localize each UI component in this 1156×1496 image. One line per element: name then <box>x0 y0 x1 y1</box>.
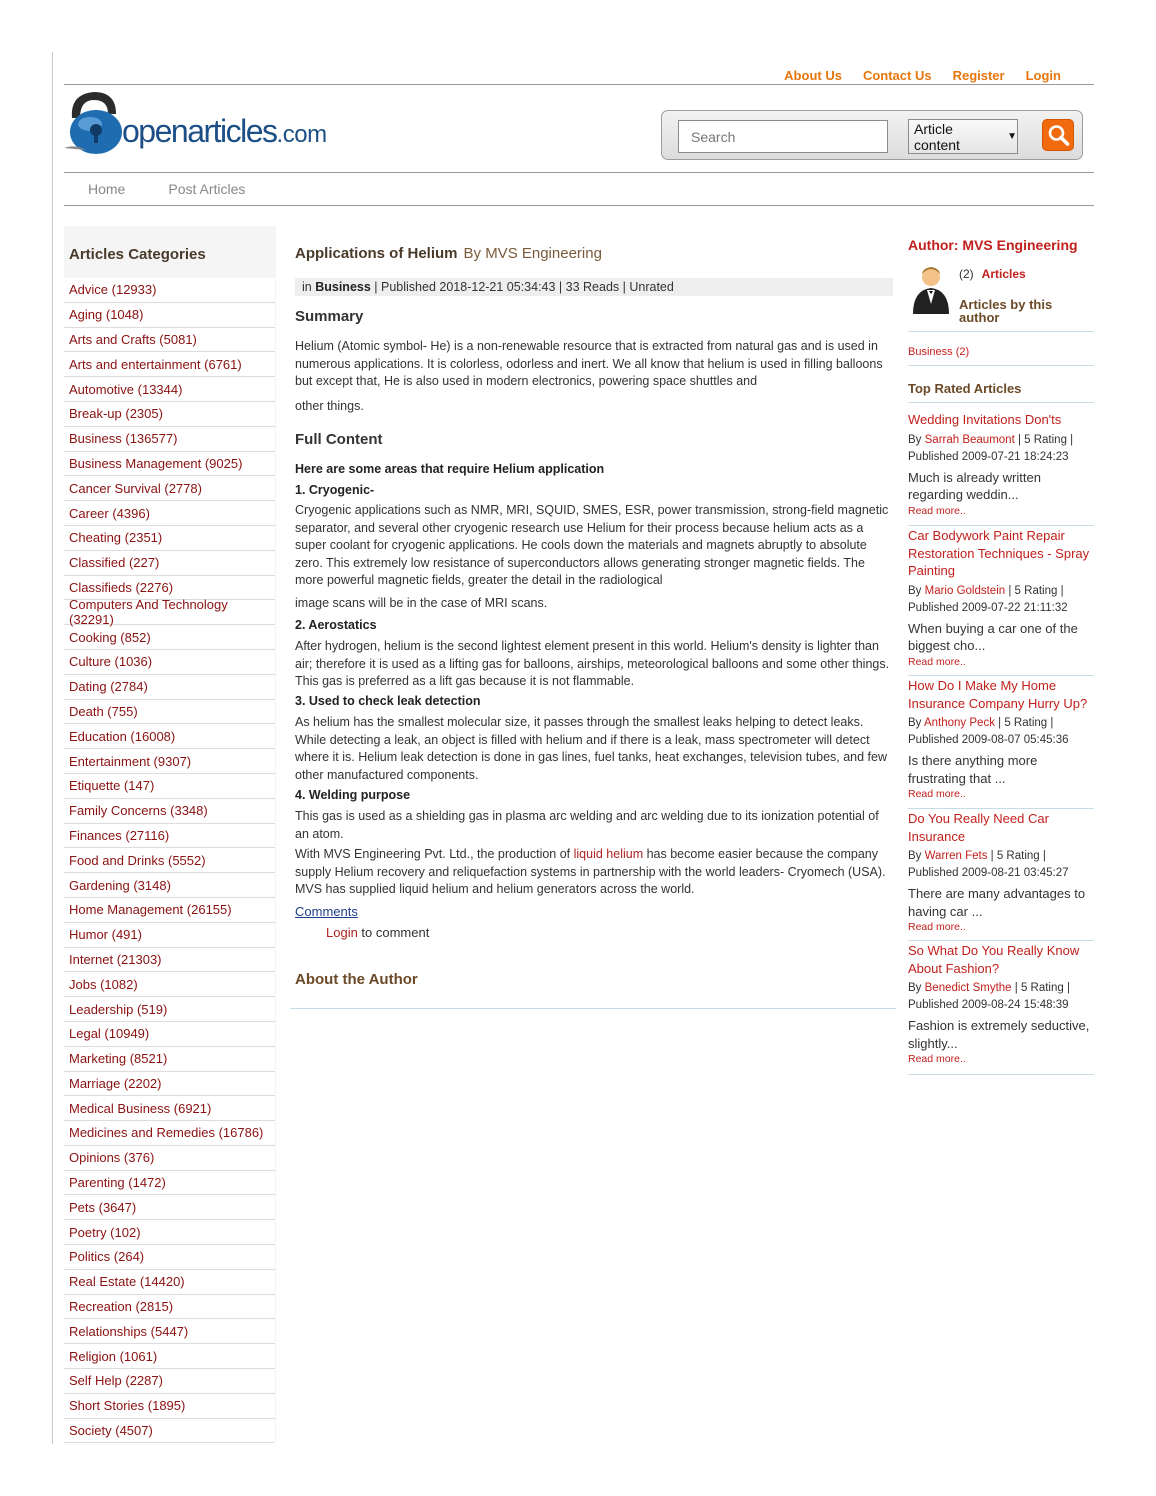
register-link[interactable]: Register <box>952 68 1005 83</box>
read-more-link[interactable]: Read more.. <box>908 788 966 800</box>
section-4-text: This gas is used as a shielding gas in plasma arc welding and arc welding due to its ionization potential of an atom. <box>295 809 879 841</box>
logo-suffix: .com <box>276 121 327 148</box>
right-divider <box>908 808 1094 809</box>
category-link[interactable]: Break-up (2305) <box>69 406 163 422</box>
top-rated-by: By <box>908 584 922 597</box>
content-intro: Here are some areas that require Helium application <box>295 462 605 476</box>
article-title: Applications of Helium <box>295 245 458 262</box>
category-item[interactable] <box>64 452 275 477</box>
category-item[interactable] <box>64 1394 275 1419</box>
meta-category[interactable]: Business <box>315 280 371 294</box>
category-link[interactable]: Computers And Technology (32291) <box>69 597 228 628</box>
category-link[interactable]: Gardening (3148) <box>69 877 171 893</box>
logo-wordmark <box>122 113 327 150</box>
category-item[interactable] <box>64 1195 275 1220</box>
read-more-link[interactable]: Read more.. <box>908 655 966 668</box>
category-item[interactable] <box>64 1419 275 1444</box>
top-rated-details: | 5 Rating | Published 2009-08-07 05:45:36 <box>908 717 1069 746</box>
main-bottom-divider <box>290 1008 896 1009</box>
top-rated-author-link[interactable]: Benedict Smythe <box>924 982 1012 994</box>
article-title-line <box>295 245 602 262</box>
category-item[interactable] <box>64 551 275 576</box>
right-divider <box>908 675 1094 676</box>
category-item[interactable] <box>64 352 275 377</box>
top-rated-author-link[interactable]: Anthony Peck <box>923 717 995 729</box>
top-rated-by: By <box>908 982 922 994</box>
read-more-link[interactable]: Read more.. <box>908 504 966 517</box>
top-rated-meta <box>908 583 1094 617</box>
logo-main-text: openarticles <box>122 113 277 149</box>
nav-bottom-divider <box>64 205 1094 206</box>
right-divider <box>908 331 1094 332</box>
category-link[interactable]: Medical Business (6921) <box>69 1100 212 1116</box>
top-rated-details: | 5 Rating | Published 2009-08-24 15:48:39 <box>908 982 1070 1011</box>
top-rated-title[interactable]: Do You Really Need Car Insurance <box>908 811 1049 844</box>
right-divider <box>908 940 1094 941</box>
section-4-heading: 4. Welding purpose <box>295 788 411 802</box>
category-item[interactable] <box>64 873 275 898</box>
top-rated-meta <box>908 432 1094 466</box>
category-link[interactable]: Business Management (9025) <box>69 455 243 471</box>
category-link[interactable]: Aging (1048) <box>69 307 144 323</box>
category-link[interactable]: Short Stories (1895) <box>69 1398 186 1414</box>
category-link[interactable]: Business (136577) <box>69 431 178 447</box>
nav-top-divider <box>64 172 1094 173</box>
section-3-text: As helium has the smallest molecular size, it passes through the smallest leaks helping to detect leaks. While detecting a leak, an object is filled with helium and if there is a leak, mass spectrometer will detect where it is. Helium leak detection is done in gas lines, fuel tanks, heat exchanges, television tubes, and few other manufactured components. <box>295 715 888 782</box>
category-link[interactable]: Classified (227) <box>69 555 160 571</box>
top-rated-details: | 5 Rating | Published 2009-07-21 18:24:23 <box>908 433 1074 463</box>
category-item[interactable] <box>64 1047 275 1072</box>
category-item[interactable] <box>64 278 275 303</box>
category-link[interactable]: Dating (2784) <box>69 679 148 695</box>
category-item[interactable] <box>64 1171 275 1196</box>
category-link[interactable]: Religion (1061) <box>69 1348 158 1364</box>
meta-details: | Published 2018-12-21 05:34:43 | 33 Reads | Unrated <box>374 280 674 294</box>
about-us-link[interactable]: About Us <box>784 68 842 83</box>
category-item[interactable] <box>64 476 275 501</box>
category-item[interactable] <box>64 1220 275 1245</box>
contact-us-link[interactable]: Contact Us <box>862 68 932 83</box>
top-rated-item <box>908 527 1094 668</box>
dropdown-caret-icon: ▼ <box>1007 131 1017 142</box>
section-1-heading: 1. Cryogenic- <box>295 483 375 497</box>
author-avatar-icon <box>911 264 951 316</box>
article-meta <box>295 278 893 296</box>
top-rated-author-link[interactable]: Sarrah Beaumont <box>924 433 1015 446</box>
login-suffix: to comment <box>357 925 430 940</box>
category-link[interactable]: Education (16008) <box>69 728 176 744</box>
articles-by-author-link[interactable]: Articles by this author <box>959 297 1053 325</box>
site-logo[interactable] <box>64 88 364 158</box>
top-rated-excerpt: Is there anything more frustrating that ... <box>908 753 1038 786</box>
top-rated-title[interactable]: So What Do You Really Know About Fashion? <box>908 943 1080 976</box>
category-item[interactable] <box>64 1344 275 1369</box>
author-articles-link[interactable]: Articles <box>981 267 1026 281</box>
read-more-link[interactable]: Read more.. <box>908 921 966 933</box>
category-link[interactable]: Marketing (8521) <box>69 1051 168 1067</box>
top-rated-item <box>908 810 1094 933</box>
category-link[interactable]: Politics (264) <box>69 1249 145 1265</box>
top-rated-excerpt: Fashion is extremely seductive, slightly... <box>908 1018 1090 1051</box>
top-rated-by: By <box>908 850 922 862</box>
category-item[interactable] <box>64 501 275 526</box>
category-item[interactable] <box>64 526 275 551</box>
top-rated-by: By <box>908 433 922 446</box>
category-link[interactable]: Arts and entertainment (6761) <box>69 356 242 372</box>
category-item[interactable] <box>64 377 275 402</box>
meta-in: in <box>302 280 312 294</box>
category-item[interactable] <box>64 1270 275 1295</box>
full-content-heading: Full Content <box>295 431 383 448</box>
top-links <box>784 68 1061 83</box>
category-link[interactable]: Jobs (1082) <box>69 976 138 992</box>
category-link[interactable]: Automotive (13344) <box>69 381 183 397</box>
category-link[interactable]: Career (4396) <box>69 505 150 521</box>
closing-paragraph <box>295 846 891 899</box>
top-rated-title[interactable]: Car Bodywork Paint Repair Restoration Techniques - Spray Painting <box>908 528 1090 578</box>
top-rated-meta <box>908 715 1094 749</box>
category-link[interactable]: Parenting (1472) <box>69 1175 166 1191</box>
search-scope-value: Article content <box>914 120 960 153</box>
summary-heading: Summary <box>295 308 364 325</box>
category-item[interactable] <box>64 328 275 353</box>
category-item[interactable] <box>64 427 275 452</box>
category-link[interactable]: Self Help (2287) <box>69 1373 163 1389</box>
categories-sidebar <box>64 226 276 1442</box>
category-link[interactable]: Legal (10949) <box>69 1026 150 1042</box>
search-scope-select[interactable] <box>908 119 1018 154</box>
comments-link[interactable]: Comments <box>295 904 358 919</box>
category-item[interactable] <box>64 675 275 700</box>
author-heading: Author: MVS Engineering <box>908 237 1078 253</box>
category-link[interactable]: Etiquette (147) <box>69 778 155 794</box>
search-bar <box>661 110 1083 160</box>
category-link[interactable]: Food and Drinks (5552) <box>69 852 206 868</box>
right-divider <box>908 1074 1094 1075</box>
section-2-text: After hydrogen, helium is the second lightest element present in this world. Helium's density is lighter than air; therefore it is used as a lifting gas for balloons, airships, meteorological balloons and some other things. This gas is preferred as a lift gas because it is not flammable. <box>295 639 890 688</box>
category-item[interactable] <box>64 774 275 799</box>
top-rated-by: By <box>908 717 922 729</box>
right-divider <box>908 525 1094 526</box>
category-item[interactable] <box>64 948 275 973</box>
category-item[interactable] <box>64 1245 275 1270</box>
top-rated-title[interactable]: How Do I Make My Home Insurance Company Hurry Up? <box>908 678 1088 711</box>
category-link[interactable]: Marriage (2202) <box>69 1075 162 1091</box>
category-item[interactable] <box>64 1072 275 1097</box>
top-rated-details: | 5 Rating | Published 2009-07-22 21:11:32 <box>908 584 1068 614</box>
category-link[interactable]: Classifieds (2276) <box>69 579 174 595</box>
closing-text-start: With MVS Engineering Pvt. Ltd., the production of <box>295 847 574 861</box>
summary-text: Helium (Atomic symbol- He) is a non-renewable resource that is extracted from natural gas and is used in numerous applications. It is colorless, odorless and inert. We all know that helium is used in filling balloons but except that, He is also used in modern electronics, powering space shuttles and <box>295 339 883 388</box>
category-item[interactable] <box>64 402 275 427</box>
section-1-text-continued: image scans will be in the case of MRI scans. <box>295 596 548 610</box>
section-2-heading: 2. Aerostatics <box>295 618 377 632</box>
top-rated-excerpt: When buying a car one of the biggest cho... <box>908 620 1078 653</box>
category-link[interactable]: Home Management (26155) <box>69 902 232 918</box>
login-to-comment <box>326 925 429 940</box>
category-link[interactable]: Opinions (376) <box>69 1150 155 1166</box>
page-left-rule <box>52 52 53 1444</box>
search-icon <box>1043 120 1075 152</box>
top-rated-excerpt: There are many advantages to having car ... <box>908 886 1086 919</box>
summary-text-continued: other things. <box>295 399 364 413</box>
top-rated-title[interactable]: Wedding Invitations Don'ts <box>908 412 1062 427</box>
top-rated-meta <box>908 848 1094 882</box>
category-item[interactable] <box>64 700 275 725</box>
top-rated-author-link[interactable]: Mario Goldstein <box>924 584 1006 597</box>
category-list <box>64 278 276 1443</box>
search-input[interactable] <box>678 120 888 153</box>
category-link[interactable]: Culture (1036) <box>69 654 153 670</box>
header-divider <box>64 84 1094 85</box>
category-link[interactable]: Cancer Survival (2778) <box>69 480 202 496</box>
category-link[interactable]: Arts and Crafts (5081) <box>69 331 197 347</box>
category-item[interactable] <box>64 1295 275 1320</box>
category-item[interactable] <box>64 303 275 328</box>
category-item[interactable] <box>64 1096 275 1121</box>
category-item[interactable] <box>64 1319 275 1344</box>
category-item[interactable] <box>64 923 275 948</box>
category-item[interactable] <box>64 724 275 749</box>
category-item[interactable] <box>64 972 275 997</box>
section-1-text: Cryogenic applications such as NMR, MRI, SQUID, SMES, ESR, power transmission, strong-field magnetic separator, and several other cryogenic research use Helium for their process because helium acts as a super coolant for cryogenic applications. He cools down the materials and magnets abruptly to absolute zero. This extremely low resistance of superconductors allows generating stronger magnetic fields. The more powerful magnetic fields, greater the detail in the radiological <box>295 503 889 587</box>
right-divider <box>908 402 1094 403</box>
login-link[interactable]: Login <box>1025 68 1061 83</box>
liquid-helium-link[interactable]: liquid helium <box>573 847 644 861</box>
about-author-heading: About the Author <box>295 971 418 988</box>
category-item[interactable] <box>64 898 275 923</box>
category-link[interactable]: Real Estate (14420) <box>69 1274 185 1290</box>
article-count-value: (2) <box>959 267 974 281</box>
category-item[interactable] <box>64 824 275 849</box>
categories-title: Articles Categories <box>69 246 206 263</box>
author-article-count <box>959 267 1026 281</box>
article-byline: By MVS Engineering <box>463 245 602 262</box>
top-rated-meta <box>908 980 1094 1014</box>
section-3-heading: 3. Used to check leak detection <box>295 694 481 708</box>
category-link[interactable]: Recreation (2815) <box>69 1299 174 1315</box>
category-link[interactable]: Poetry (102) <box>69 1224 141 1240</box>
top-rated-item <box>908 411 1094 517</box>
category-item[interactable] <box>64 597 275 628</box>
main-nav <box>88 181 245 197</box>
category-link[interactable]: Humor (491) <box>69 927 142 943</box>
read-more-link[interactable]: Read more.. <box>908 1053 966 1065</box>
category-link[interactable]: Entertainment (9307) <box>69 753 192 769</box>
category-link[interactable]: Internet (21303) <box>69 951 162 967</box>
top-rated-details: | 5 Rating | Published 2009-08-21 03:45:27 <box>908 850 1069 879</box>
nav-home[interactable]: Home <box>88 181 126 197</box>
category-link[interactable]: Advice (12933) <box>69 282 157 298</box>
category-item[interactable] <box>64 625 275 650</box>
category-item[interactable] <box>64 1146 275 1171</box>
category-link[interactable]: Cheating (2351) <box>69 530 163 546</box>
category-link[interactable]: Leadership (519) <box>69 1001 168 1017</box>
category-item[interactable] <box>64 848 275 873</box>
category-link[interactable]: Relationships (5447) <box>69 1323 189 1339</box>
category-link[interactable]: Finances (27116) <box>69 827 170 843</box>
category-link[interactable]: Death (755) <box>69 703 138 719</box>
top-rated-heading: Top Rated Articles <box>908 381 1022 396</box>
category-item[interactable] <box>64 1369 275 1394</box>
comment-login-link[interactable]: Login <box>326 925 358 940</box>
top-rated-excerpt: Much is already written regarding weddin... <box>908 469 1041 502</box>
category-link[interactable]: Family Concerns (3348) <box>69 803 208 819</box>
category-link[interactable]: Medicines and Remedies (16786) <box>69 1125 264 1141</box>
category-item[interactable] <box>64 1022 275 1047</box>
category-link[interactable]: Pets (3647) <box>69 1199 137 1215</box>
category-item[interactable] <box>64 749 275 774</box>
category-link[interactable]: Society (4507) <box>69 1423 153 1439</box>
category-item[interactable] <box>64 799 275 824</box>
top-rated-author-link[interactable]: Warren Fets <box>924 850 988 862</box>
closing-text-end: has become easier because the company supply Helium recovery and reliquefaction systems in partnership with the world leaders- Cryomech (USA). MVS has supplied liquid helium and helium generators across the world. <box>295 847 886 896</box>
right-divider <box>908 365 1094 366</box>
category-item[interactable] <box>64 650 275 675</box>
category-link[interactable]: Cooking (852) <box>69 629 151 645</box>
author-category-link[interactable]: Business (2) <box>908 346 970 358</box>
search-button[interactable] <box>1042 119 1074 151</box>
top-rated-item <box>908 677 1094 800</box>
top-rated-item <box>908 942 1094 1065</box>
category-item[interactable] <box>64 1121 275 1146</box>
nav-post-articles[interactable]: Post Articles <box>168 181 246 197</box>
category-item[interactable] <box>64 997 275 1022</box>
